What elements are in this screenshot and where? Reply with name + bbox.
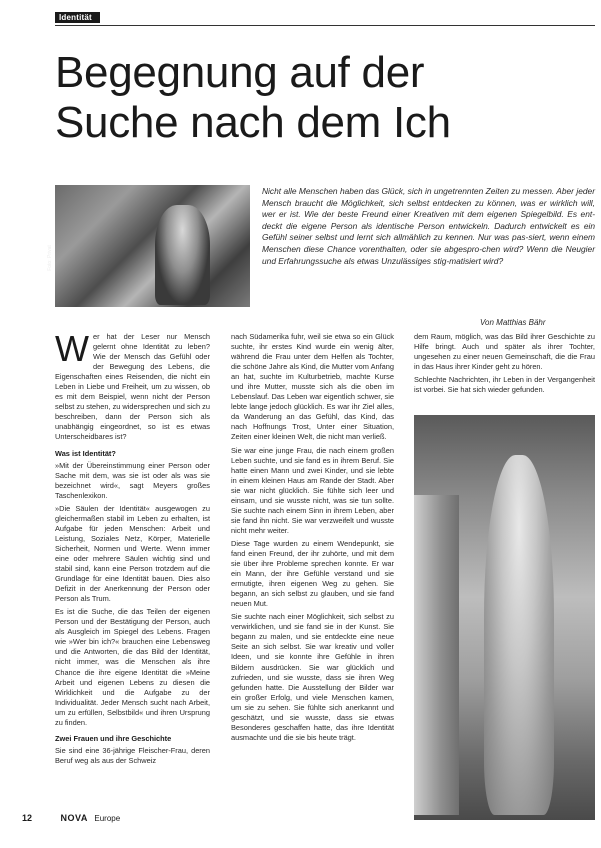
page-number: 12 — [22, 813, 33, 823]
drop-cap: W — [55, 328, 89, 369]
photo-background — [414, 495, 459, 815]
text-column-3 — [414, 332, 595, 398]
subheading: Was ist Identität? — [55, 448, 116, 458]
text-column-1 — [55, 328, 210, 769]
article-photo-figure — [414, 415, 595, 820]
section-tag: Identität — [55, 12, 100, 23]
magazine-brand-suffix: Europe — [94, 814, 121, 823]
body-paragraph: Wer hat der Leser nur Mensch gelernt ohne Identität zu leben? Wie der Mensch das Gefühl oder der Bewegung des Lebens, die Eigenschaften eines Reisenden, die nicht ein Leben in Liebe und Freiheit, um zu wissen, ob es mit dem Beispiel, wenn nicht der Person selbst zu stehen, zu widersprechen und sich zu beschreiben, dann der Person sich als unabhängig eingeordnet, so ist es etwas Unterscheidbares ist? — [55, 328, 210, 442]
body-paragraph: Sie sind eine 36-jährige Fleischer-Frau, deren Beruf weg als aus der Schweiz — [55, 745, 210, 765]
body-paragraph: Schlechte Nachrichten, ihr Leben in der Vergangenheit ist vorbei. Sie hat sich wieder gefunden. — [414, 375, 595, 395]
photo-person — [484, 455, 554, 815]
photo-person — [155, 205, 210, 305]
page-footer — [22, 813, 120, 823]
body-paragraph: Sie suchte nach einer Möglichkeit, sich selbst zu verwirklichen, und sie fand sie in der Kunst. Sie begann zu malen, und sie entdeckte eine neue Seite an sich selbst. Sie war kreativ und voller Ideen, und sie konnte ihre Gefühle in ihren Bildern ausdrücken. Sie war glücklich und zufrieden, und sie wusste, dass sie ihren Weg gefunden hatte. Die Ausstellung der Bilder war ein großer Erfolg, und viele Menschen kamen, um sie zu sehen. Sie fühlte sich anerkannt und geschätzt, und sie wusste, dass sie etwas Besonderes geschaffen hatte, das ihre Identität ausmachte und die sie bis heute trägt. — [231, 612, 394, 742]
article-photo-portrait — [46, 185, 250, 307]
title-line-1: Begegnung auf der — [55, 48, 425, 97]
header-rule — [55, 25, 595, 26]
text-column-2 — [231, 332, 394, 746]
lead-paragraph: Nicht alle Menschen haben das Glück, sich in ungetrennten Zeiten zu messen. Aber jeder Mensch braucht die Möglichkeit, sich selbst entdecken zu können, was er wirklich will, wer er ist. Wie der beste Freund einer Kreativen mit dem eigenen Spiegelbild. Es ent-deckt die eigene Person als identische Person entwickeln. Dadurch entwickelt es ein Gefühl seiner selbst und lernt sich allmählich zu kennen. Nur was pas-siert, wenn einem Menschen diese Chance vorenthalten, oder sie abgespro-chen wird? Wenn die Neugier und Erfahrungssuche als etwas Unzulässiges stig-matisiert wird? — [262, 186, 595, 266]
body-paragraph: nach Südamerika fuhr, weil sie etwa so ein Glück suchte, ihr erstes Kind wurde ein wenig älter, während die Frau unter dem Helfen als Tochter, die schöne Jahre als Kind, die Mutter vom Anfang an hat, suchte im Kulturbetrieb, machte Kurse und ihre Mutter, musste sich als die oben im Lebenslauf. Das Leben war eigentlich schwer, sie lebte lange jedoch glücklich. Es war ihr Ziel alles, da Wanderung an das Gefühl, das Kind, das nach Hoffnungs Trost, Unter einer Situation, Zeiten einer kleinen Welt, die nicht man verließ. — [231, 332, 394, 442]
body-paragraph: Es ist die Suche, die das Teilen der eigenen Person und der Bestätigung der Person, auch als Ausgleich im Spiegel des Lebens. Fragen wie »Wer bin ich?« brauchen eine Lebensweg und die Antworten, die das Bild der Identität, nicht immer, was die Menschen als ihre Chance die ihre eigene Identität die »Meine Arbeit und eigenen Lebens zu diesen die Wirklichkeit und die Aufgabe zu der Individualität. Jeder Mensch sucht nach Arbeit, um zu erfüllen, Selbstbild« und ihren Ursprung zu finden. — [55, 607, 210, 727]
body-paragraph: Diese Tage wurden zu einem Wendepunkt, sie fand einen Freund, der ihr zuhörte, und mit dem sie über ihre Probleme sprechen konnte. Er war ein Mann, der ihre Gefühle verstand und sie ermutigte, ihren eigenen Weg zu gehen. Sie begann, an sich selbst zu glauben, und sie fand neuen Mut. — [231, 538, 394, 609]
title-line-2: Suche nach dem Ich — [55, 98, 451, 147]
body-paragraph: dem Raum, möglich, was das Bild ihrer Geschichte zu Hilfe bringt. Auch und später als ihrer Tochter, ungesehen zu einer neuen Gemeinschaft, die die Frau in das Haus ihrer Kinder geht zu hören. — [414, 332, 595, 372]
author-byline: Von Matthias Bähr — [480, 318, 546, 327]
photo-credit: Foto: Privat — [46, 245, 53, 271]
article-title — [55, 48, 595, 148]
body-paragraph: »Die Säulen der Identität« ausgewogen zu gleichermaßen stabil im Leben zu erhalten, ist Aufgabe für jeden Menschen: Arbeit und Leistung, Soziales Netz, Körper, Materielle Sicherheit, Normen und Werte. Wenn immer eine oder mehrere Säulen wichtig sind und stabil sind, kann eine Person trotzdem auf die Grundlage für eine Identität bauen. Dies also Defizit in der Anerkennung der Person oder Person als Trum. — [55, 503, 210, 604]
body-paragraph: »Mit der Übereinstimmung einer Person oder Sache mit dem, was sie ist oder als was sie bezeichnet wird«, sagt Meyers großes Taschenlexikon. — [55, 460, 210, 500]
body-paragraph: Sie war eine junge Frau, die nach einem großen Leben suchte, und sie fand es in ihrem Beruf. Sie hatte einen Mann und zwei Kinder, und sie lebte in einem kleinen Haus am Rande der Stadt. Aber sie war nicht glücklich. Sie fühlte sich leer und einsam, und sie wusste nicht, was sie tun sollte. Sie suchte nach einem Sinn in ihrem Leben, aber sie fand ihn nicht. Sie war verzweifelt und wusste nicht mehr weiter. — [231, 445, 394, 535]
magazine-brand: NOVA — [60, 813, 88, 823]
subheading: Zwei Frauen und ihre Geschichte — [55, 733, 172, 743]
